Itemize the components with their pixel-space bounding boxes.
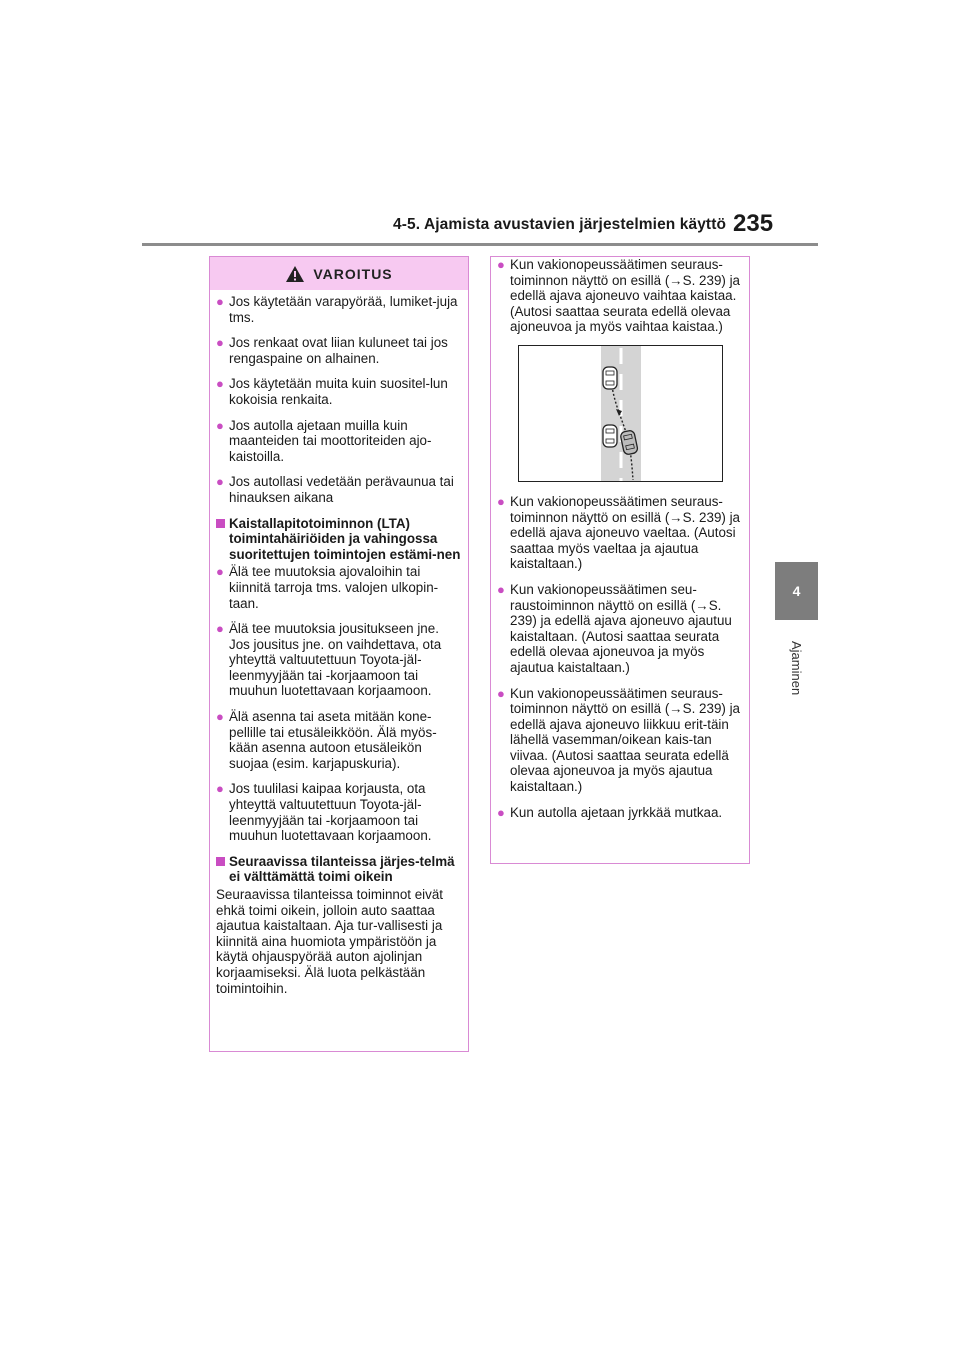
road-diagram bbox=[519, 346, 722, 481]
bullet-icon: ● bbox=[216, 376, 224, 392]
list-item: ● Kun autolla ajetaan jyrkkää mutkaa. bbox=[497, 804, 723, 820]
page-number: 235 bbox=[733, 210, 774, 237]
bullet-icon: ● bbox=[216, 474, 224, 490]
list-item: ● Kun vakionopeussäätimen seuraus-toiminnon näyttö on esillä (→S. 239) ja edellä ajava ajoneuvo vaihtaa kaistaa. (Autosi saattaa seurata edellä olevaa ajoneuvoa ja myös vaihtaa kaistaa.) bbox=[497, 257, 740, 335]
section-title: 4-5. Ajamista avustavien järjestelmien käyttö bbox=[393, 216, 727, 233]
list-item: ● Älä tee muutoksia ajovaloihin tai kiinnitä tarroja tms. valojen ulkopin-taan. bbox=[216, 564, 439, 611]
list-item: ● Jos tuulilasi kaipaa korjausta, ota yhteyttä valtuutettuun Toyota-jäl-leenmyyjään tai -korjaamoon tai muuhun luotettavaan korjaamoon. bbox=[216, 781, 432, 844]
lead-vehicle-icon bbox=[603, 367, 617, 389]
chapter-number: 4 bbox=[792, 583, 801, 599]
list-item: ● Kun vakionopeussäätimen seu-raustoiminnon näyttö on esillä (→S. 239) ja edellä ajava ajoneuvo ajautuu kaistaltaan. (Autosi saattaa seurata edellä olevaa ajoneuvoa ja myös ajautua kaistaltaan.) bbox=[497, 581, 732, 675]
square-bullet-icon bbox=[216, 854, 229, 885]
chapter-tab bbox=[775, 562, 818, 620]
bullet-icon: ● bbox=[216, 621, 224, 637]
continuation-box bbox=[490, 256, 750, 864]
list-item: ● Jos käytetään varapyörää, lumiket-juja tms. bbox=[216, 294, 458, 325]
bullet-icon: ● bbox=[216, 564, 224, 580]
bullet-icon: ● bbox=[216, 781, 224, 797]
list-item: ● Jos käytetään muita kuin suositel-lun kokoisia renkaita. bbox=[216, 376, 448, 407]
bullet-icon: ● bbox=[216, 709, 224, 725]
warning-header bbox=[210, 257, 468, 290]
bullet-icon: ● bbox=[497, 804, 505, 820]
lane-change-illustration bbox=[518, 345, 723, 482]
list-item: ● Kun vakionopeussäätimen seuraus-toiminnon näyttö on esillä (→S. 239) ja edellä ajava ajoneuvo liikkuu erit-täin lähellä vasemman/oikean kais-tan viivaa. (Autosi saattaa seurata edellä olevaa ajoneuvoa ja myös ajautua kaistaltaan.) bbox=[497, 685, 740, 795]
header-divider bbox=[142, 243, 818, 246]
warning-triangle-icon bbox=[285, 265, 305, 283]
bullet-icon: ● bbox=[497, 581, 505, 597]
bullet-icon: ● bbox=[216, 294, 224, 309]
list-item: ● Jos autolla ajetaan muilla kuin maanteiden tai moottoriteiden ajo-kaistoilla. bbox=[216, 417, 432, 464]
bullet-icon: ● bbox=[497, 685, 505, 701]
bullet-icon: ● bbox=[497, 493, 505, 509]
bullet-icon: ● bbox=[216, 335, 224, 351]
section-heading: Kaistallapitotoiminnon (LTA) toimintahäiriöiden ja vahingossa suoritettujen toimintojen estämi-nen bbox=[216, 516, 462, 563]
list-item: ● Älä tee muutoksia jousitukseen jne. Jos jousitus jne. on vaihdettava, ota yhteyttä valtuutettuun Toyota-jäl-leenmyyjään tai -korjaamoon tai muuhun luotettavaan korjaamoon. bbox=[216, 621, 442, 699]
list-item: ● Jos autollasi vedetään perävaunua tai hinauksen aikana bbox=[216, 474, 454, 505]
warning-title: VAROITUS bbox=[313, 265, 393, 282]
square-bullet-icon bbox=[216, 516, 229, 563]
list-item: ● Jos renkaat ovat liian kuluneet tai jos rengaspaine on alhainen. bbox=[216, 335, 448, 366]
parked-vehicle-icon bbox=[603, 425, 617, 447]
list-item: ● Älä asenna tai aseta mitään kone-pellille tai etusäleikköön. Älä myös-kään asenna autoon etusäleikön suojaa (esim. karjapuskuria). bbox=[216, 709, 437, 771]
list-item: ● Kun vakionopeussäätimen seuraus-toiminnon näyttö on esillä (→S. 239) ja edellä ajava ajoneuvo vaeltaa. (Autosi saattaa myös vaeltaa ja ajautua kaistaltaan.) bbox=[497, 493, 740, 572]
chapter-label: Ajaminen bbox=[789, 640, 804, 696]
warning-box bbox=[209, 256, 469, 1052]
bullet-icon: ● bbox=[497, 257, 505, 272]
section-heading: Seuraavissa tilanteissa järjes-telmä ei välttämättä toimi oikein bbox=[216, 854, 462, 885]
chapter-label-area bbox=[775, 630, 818, 706]
body-paragraph: Seuraavissa tilanteissa toiminnot eivät ehkä toimi oikein, jolloin auto saattaa ajautua kaistaltaan. Aja tur-vallisesti ja kiinnitä aina huomiota ympäristöön ja käytä ohjauspyörää auton ajolinjan korjaamiseksi. Älä luota pelkästään toimintoihin. bbox=[216, 887, 444, 996]
bullet-icon: ● bbox=[216, 417, 224, 433]
